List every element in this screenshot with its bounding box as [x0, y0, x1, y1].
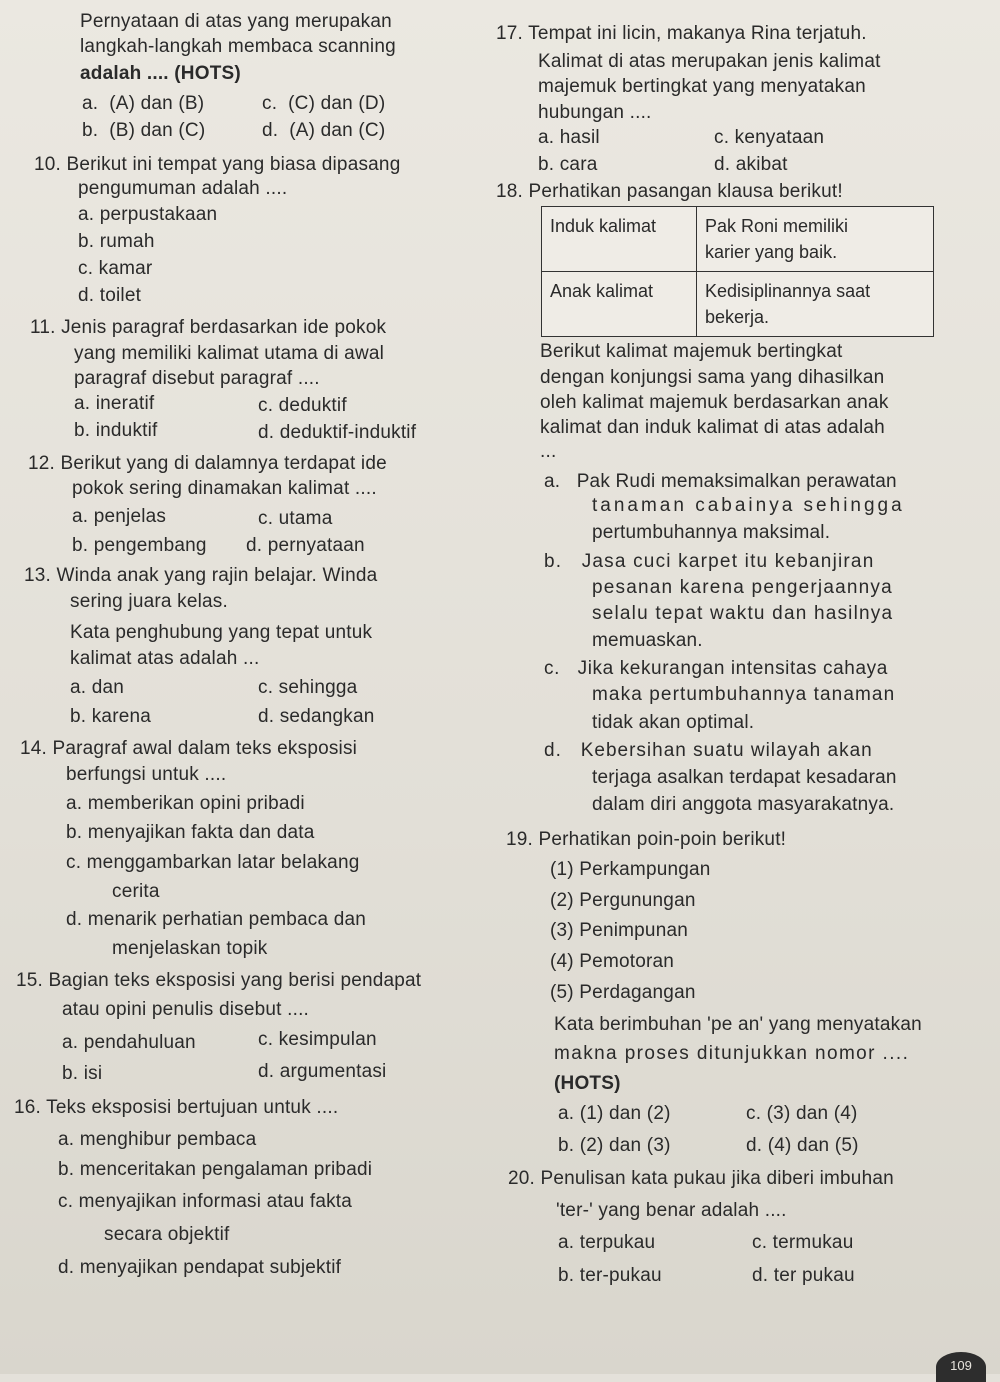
- q13-option-b[interactable]: b. karena: [70, 706, 152, 727]
- q19-option-d[interactable]: d. (4) dan (5): [746, 1135, 859, 1156]
- q19-point: (2) Pergunungan: [550, 890, 696, 911]
- q10-option-c[interactable]: c. kamar: [78, 258, 153, 279]
- q10-question: 10. Berikut ini tempat yang biasa dipasang: [34, 154, 401, 175]
- q16-option-b[interactable]: b. menceritakan pengalaman pribadi: [58, 1159, 373, 1180]
- q18-option-d-cont: terjaga asalkan terdapat kesadaran: [592, 767, 897, 788]
- q17-option-a[interactable]: a. hasil: [538, 127, 600, 148]
- q20-question: 'ter-' yang benar adalah ....: [556, 1200, 787, 1221]
- q16-option-a[interactable]: a. menghibur pembaca: [58, 1129, 257, 1150]
- q18-option-a[interactable]: a. Pak Rudi memaksimalkan perawatan: [544, 471, 897, 492]
- q12-option-b[interactable]: b. pengembang: [72, 535, 207, 556]
- q17-option-c[interactable]: c. kenyataan: [714, 127, 825, 148]
- q10-question: pengumuman adalah ....: [78, 178, 288, 199]
- q13-question: 13. Winda anak yang rajin belajar. Winda: [24, 565, 378, 586]
- q16-question: 16. Teks eksposisi bertujuan untuk ....: [14, 1097, 339, 1118]
- q12-option-d[interactable]: d. pernyataan: [246, 535, 365, 556]
- q14-question: berfungsi untuk ....: [66, 764, 227, 785]
- q17-question: majemuk bertingkat yang menyatakan: [538, 76, 866, 97]
- q14-option-d-cont: menjelaskan topik: [112, 938, 268, 959]
- q18-question: dengan konjungsi sama yang dihasilkan: [540, 367, 885, 388]
- q20-option-a[interactable]: a. terpukau: [558, 1232, 656, 1253]
- q15-question: atau opini penulis disebut ....: [62, 999, 310, 1020]
- q9-option-b[interactable]: b. (B) dan (C): [82, 120, 206, 141]
- q18-option-c-cont: tidak akan optimal.: [592, 712, 755, 733]
- q16-option-c[interactable]: c. menyajikan informasi atau fakta: [58, 1191, 353, 1212]
- q9-option-a[interactable]: a. (A) dan (B): [82, 93, 205, 114]
- q10-option-a[interactable]: a. perpustakaan: [78, 204, 218, 225]
- q11-option-d[interactable]: d. deduktif-induktif: [258, 422, 417, 443]
- q12-question: 12. Berikut yang di dalamnya terdapat ide: [28, 453, 387, 474]
- q11-question: 11. Jenis paragraf berdasarkan ide pokok: [30, 317, 387, 338]
- q19-point: (1) Perkampungan: [550, 859, 711, 880]
- q14-option-b[interactable]: b. menyajikan fakta dan data: [66, 822, 315, 843]
- q18-option-b-cont: pesanan karena pengerjaannya: [592, 577, 893, 598]
- q17-option-b[interactable]: b. cara: [538, 154, 598, 175]
- q17-option-d[interactable]: d. akibat: [714, 154, 788, 175]
- table-cell-anak-value: Kedisiplinannya saat bekerja.: [697, 272, 934, 337]
- q18-option-c[interactable]: c. Jika kekurangan intensitas cahaya: [544, 658, 888, 679]
- q14-option-a[interactable]: a. memberikan opini pribadi: [66, 793, 305, 814]
- q19-question: makna proses ditunjukkan nomor ....: [554, 1043, 910, 1064]
- table-cell-anak-label: Anak kalimat: [542, 272, 697, 337]
- q15-option-b[interactable]: b. isi: [62, 1063, 103, 1084]
- q9-option-c[interactable]: c. (C) dan (D): [262, 93, 386, 114]
- q18-option-d-cont: dalam diri anggota masyarakatnya.: [592, 794, 895, 815]
- q13-question: sering juara kelas.: [70, 591, 228, 612]
- q15-question: 15. Bagian teks eksposisi yang berisi pendapat: [16, 970, 422, 991]
- q17-question: Kalimat di atas merupakan jenis kalimat: [538, 51, 881, 72]
- q11-option-c[interactable]: c. deduktif: [258, 395, 347, 416]
- q18-option-c-cont: maka pertumbuhannya tanaman: [592, 684, 896, 705]
- table-row: [542, 207, 934, 272]
- q15-option-a[interactable]: a. pendahuluan: [62, 1032, 196, 1053]
- q12-question: pokok sering dinamakan kalimat ....: [72, 478, 377, 499]
- q18-option-b[interactable]: b. Jasa cuci karpet itu kebanjiran: [544, 551, 875, 572]
- q14-option-d[interactable]: d. menarik perhatian pembaca dan: [66, 909, 367, 930]
- q20-option-d[interactable]: d. ter pukau: [752, 1265, 855, 1286]
- q11-question: yang memiliki kalimat utama di awal: [74, 343, 385, 364]
- q18-question: Berikut kalimat majemuk bertingkat: [540, 341, 843, 362]
- q14-option-c-cont: cerita: [112, 881, 160, 902]
- q9-option-d[interactable]: d. (A) dan (C): [262, 120, 386, 141]
- q20-option-b[interactable]: b. ter-pukau: [558, 1265, 662, 1286]
- table-cell-induk-label: Induk kalimat: [542, 207, 697, 272]
- q13-option-c[interactable]: c. sehingga: [258, 677, 358, 698]
- q16-option-d[interactable]: d. menyajikan pendapat subjektif: [58, 1257, 342, 1278]
- q18-option-a-cont: pertumbuhannya maksimal.: [592, 522, 831, 543]
- q16-option-c-cont: secara objektif: [104, 1224, 230, 1245]
- q13-question: Kata penghubung yang tepat untuk: [70, 622, 373, 643]
- q10-option-b[interactable]: b. rumah: [78, 231, 155, 252]
- q18-option-b-cont: memuaskan.: [592, 630, 703, 651]
- q20-option-c[interactable]: c. termukau: [752, 1232, 854, 1253]
- q19-question: 19. Perhatikan poin-poin berikut!: [506, 829, 787, 850]
- table-cell-induk-value: Pak Roni memiliki karier yang baik.: [697, 207, 934, 272]
- q10-option-d[interactable]: d. toilet: [78, 285, 142, 306]
- q19-point: (5) Perdagangan: [550, 982, 696, 1003]
- q18-question: oleh kalimat majemuk berdasarkan anak: [540, 392, 889, 413]
- q12-option-a[interactable]: a. penjelas: [72, 506, 167, 527]
- q19-question: (HOTS): [554, 1073, 621, 1094]
- q19-point: (4) Pemotoran: [550, 951, 675, 972]
- q13-option-d[interactable]: d. sedangkan: [258, 706, 375, 727]
- page-number-badge: 109: [936, 1352, 986, 1382]
- q9-line: langkah-langkah membaca scanning: [80, 36, 396, 57]
- q18-question: 18. Perhatikan pasangan klausa berikut!: [496, 181, 843, 202]
- q19-question: Kata berimbuhan 'pe an' yang menyatakan: [554, 1014, 922, 1035]
- q14-question: 14. Paragraf awal dalam teks eksposisi: [20, 738, 358, 759]
- q17-question: 17. Tempat ini licin, makanya Rina terjatuh.: [496, 23, 867, 44]
- q9-line: Pernyataan di atas yang merupakan: [80, 11, 392, 32]
- q19-point: (3) Penimpunan: [550, 920, 688, 941]
- klausa-table: [541, 206, 934, 337]
- q11-option-a[interactable]: a. ineratif: [74, 393, 155, 414]
- q18-option-a-cont: tanaman cabainya sehingga: [592, 495, 905, 516]
- table-row: [542, 272, 934, 337]
- q18-option-d[interactable]: d. Kebersihan suatu wilayah akan: [544, 740, 873, 761]
- q20-question: 20. Penulisan kata pukau jika diberi imbuhan: [508, 1168, 894, 1189]
- q19-option-b[interactable]: b. (2) dan (3): [558, 1135, 671, 1156]
- q9-line: adalah .... (HOTS): [80, 63, 241, 84]
- q12-option-c[interactable]: c. utama: [258, 508, 333, 529]
- q15-option-d[interactable]: d. argumentasi: [258, 1061, 387, 1082]
- q11-question: paragraf disebut paragraf ....: [74, 368, 320, 389]
- q13-question: kalimat atas adalah ...: [70, 648, 260, 669]
- q18-option-b-cont: selalu tepat waktu dan hasilnya: [592, 603, 894, 624]
- q17-question: hubungan ....: [538, 102, 652, 123]
- q14-option-c[interactable]: c. menggambarkan latar belakang: [66, 852, 360, 873]
- q18-question: kalimat dan induk kalimat di atas adalah: [540, 417, 885, 438]
- q15-option-c[interactable]: c. kesimpulan: [258, 1029, 377, 1050]
- q19-option-a[interactable]: a. (1) dan (2): [558, 1103, 671, 1124]
- q18-question: ...: [540, 441, 557, 462]
- q11-option-b[interactable]: b. induktif: [74, 420, 158, 441]
- q13-option-a[interactable]: a. dan: [70, 677, 125, 698]
- q19-option-c[interactable]: c. (3) dan (4): [746, 1103, 858, 1124]
